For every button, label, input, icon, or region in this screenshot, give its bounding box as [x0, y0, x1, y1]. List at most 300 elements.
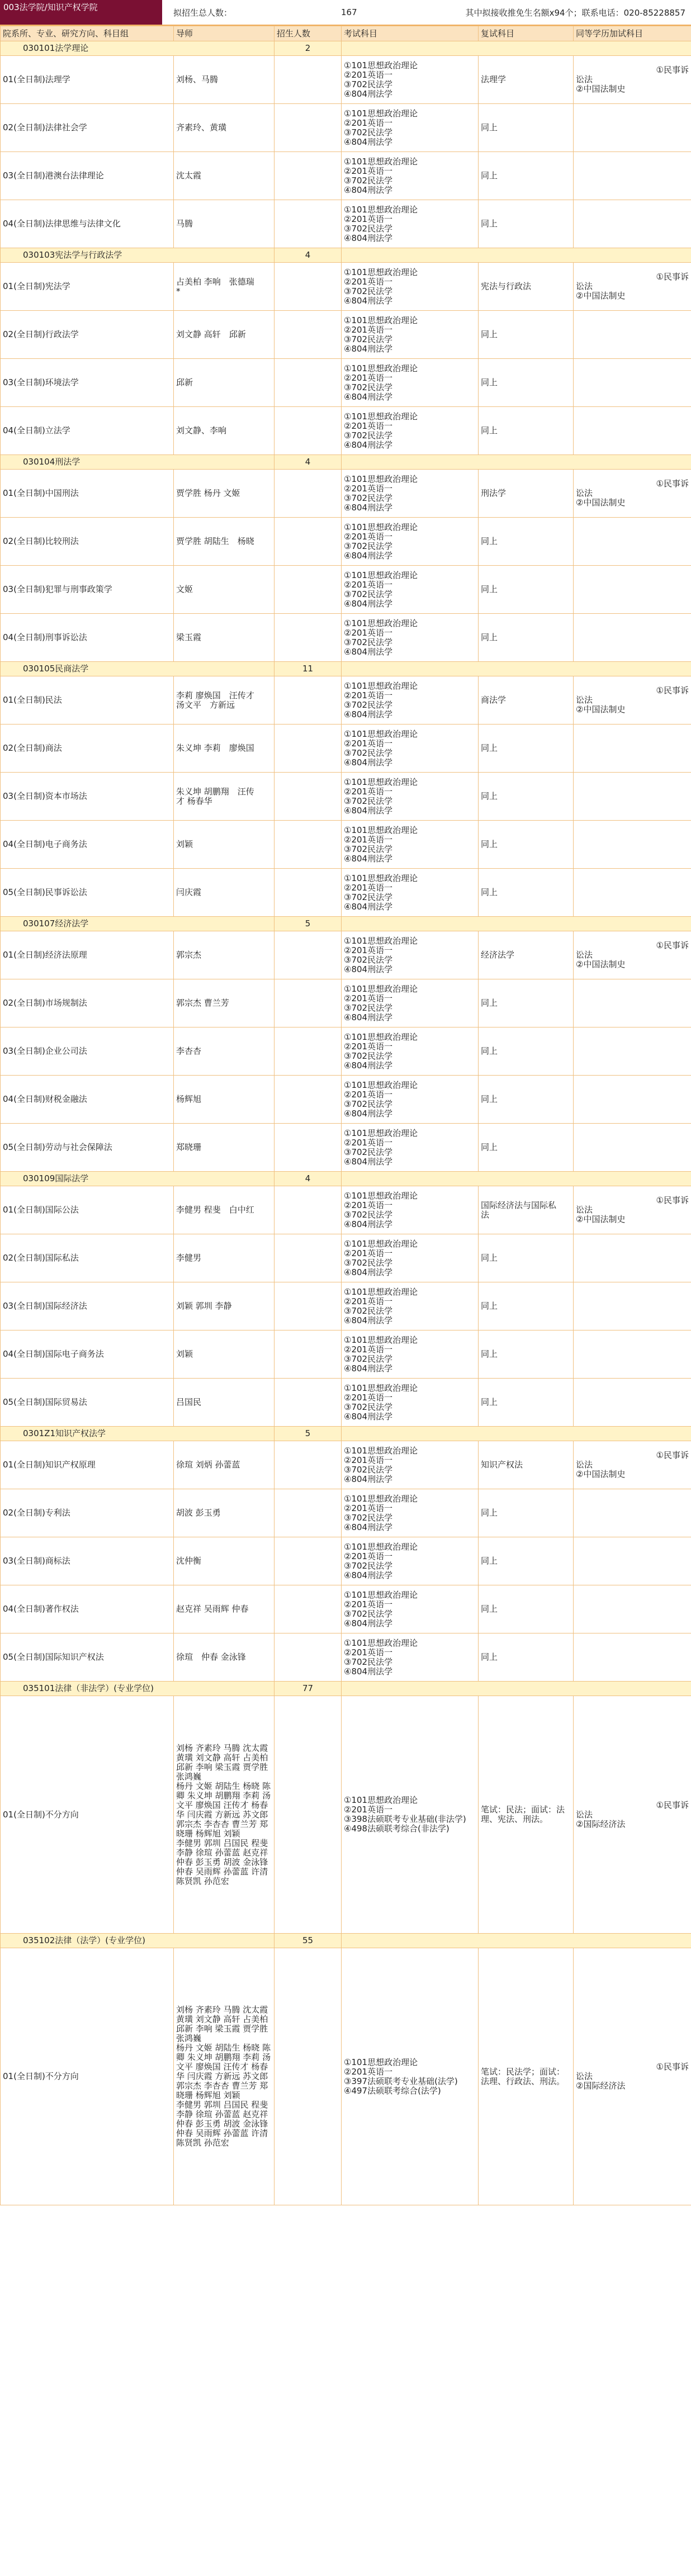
retest-subject: 同上: [479, 773, 574, 821]
major-row: [1, 455, 691, 470]
equivalent-exam-cell: [574, 1585, 691, 1633]
equivalent-exam-cell: [574, 566, 691, 614]
tutor-names: 赵克祥 吴雨辉 仲春: [174, 1585, 274, 1633]
direction-name: 03(全日制)企业公司法: [1, 1027, 174, 1076]
count-empty: [274, 869, 342, 917]
direction-name: 01(全日制)法理学: [1, 56, 174, 104]
tutor-names: 马腾: [174, 200, 274, 248]
tutor-names: 吕国民: [174, 1379, 274, 1427]
count-empty: [274, 1585, 342, 1633]
equivalent-exam-2: 讼法 ②中国法制史: [576, 488, 626, 508]
major-empty: [342, 1427, 691, 1441]
direction-row: [1, 566, 691, 614]
col-header-tutor: 导师: [174, 26, 274, 41]
direction-row: [1, 152, 691, 200]
col-header-exam: 考试科目: [342, 26, 479, 41]
count-empty: [274, 104, 342, 152]
retest-subject: 同上: [479, 1379, 574, 1427]
count-empty: [274, 263, 342, 311]
direction-row: [1, 773, 691, 821]
count-empty: [274, 614, 342, 662]
equivalent-exam-cell: [574, 104, 691, 152]
major-row: [1, 248, 691, 263]
direction-row: [1, 518, 691, 566]
exam-subjects: ①101思想政治理论 ②201英语一 ③702民法学 ④804刑法学: [342, 359, 479, 407]
count-empty: [274, 1633, 342, 1682]
count-empty: [274, 1330, 342, 1379]
equivalent-exam-cell: [574, 1186, 691, 1234]
retest-subject: 同上: [479, 1537, 574, 1585]
tutor-names: 朱义坤 胡鹏翔 汪传 才 杨春华: [174, 773, 274, 821]
tutor-names: 刘杨 齐素玲 马腾 沈太霞 黄璜 刘文静 高轩 占美柏 邱新 李响 梁玉霞 贾学胜 张鸿巍 杨丹 文姬 胡陆生 杨晓 陈卿 朱义坤 胡鹏翔 李莉 汤文平 廖焕国 汪传才 杨春华 闫庆霞 方新远 苏文郎 郭宗杰 李杏杏 曹兰芳 郑晓珊 杨辉旭 刘颖 李健男 郭圳 吕国民 程斐 李静 徐瑄 孙蕾蓝 赵克祥 仲春 彭玉勇 胡波 金泳锋 仲春 吴雨辉 孙蕾蓝 许清 陈贤凯 孙范宏: [174, 1696, 274, 1934]
direction-name: 04(全日制)著作权法: [1, 1585, 174, 1633]
major-row: [1, 662, 691, 676]
exam-subjects: ①101思想政治理论 ②201英语一 ③702民法学 ④804刑法学: [342, 931, 479, 979]
col-header-retest: 复试科目: [479, 26, 574, 41]
direction-name: 02(全日制)法律社会学: [1, 104, 174, 152]
tutor-names: 闫庆霞: [174, 869, 274, 917]
exam-subjects: ①101思想政治理论 ②201英语一 ③702民法学 ④804刑法学: [342, 821, 479, 869]
retest-subject: 知识产权法: [479, 1441, 574, 1489]
count-empty: [274, 979, 342, 1027]
college-title: 003法学院/知识产权学院: [0, 0, 162, 25]
direction-name: 02(全日制)行政法学: [1, 311, 174, 359]
direction-name: 05(全日制)国际知识产权法: [1, 1633, 174, 1682]
tutor-names: 郭宗杰 曹兰芳: [174, 979, 274, 1027]
major-empty: [342, 41, 691, 56]
equivalent-exam-2: 讼法 ②中国法制史: [576, 281, 626, 301]
tutor-names: 刘颖: [174, 1330, 274, 1379]
exam-subjects: ①101思想政治理论 ②201英语一 ③702民法学 ④804刑法学: [342, 200, 479, 248]
table-header-row: [1, 26, 691, 41]
count-empty: [274, 1537, 342, 1585]
count-empty: [274, 821, 342, 869]
direction-name: 03(全日制)环境法学: [1, 359, 174, 407]
count-empty: [274, 152, 342, 200]
equivalent-exam-1: ①民事诉: [656, 685, 689, 695]
tutor-names: 梁玉霞: [174, 614, 274, 662]
direction-name: 01(全日制)不分方向: [1, 1948, 174, 2205]
total-label: 拟招生总人数：: [173, 7, 233, 18]
retest-subject: 国际经济法与国际私 法: [479, 1186, 574, 1234]
direction-row: [1, 1379, 691, 1427]
equivalent-exam-cell: [574, 311, 691, 359]
direction-row: [1, 1441, 691, 1489]
direction-name: 03(全日制)资本市场法: [1, 773, 174, 821]
retest-subject: 同上: [479, 979, 574, 1027]
equivalent-exam-2: 讼法 ②中国法制史: [576, 1205, 626, 1224]
equivalent-exam-cell: [574, 359, 691, 407]
direction-name: 01(全日制)经济法原理: [1, 931, 174, 979]
count-empty: [274, 1441, 342, 1489]
exam-subjects: ①101思想政治理论 ②201英语一 ③397法硕联考专业基础(法学) ④497法硕联考综合(法学): [342, 1948, 479, 2205]
major-row: [1, 41, 691, 56]
direction-name: 05(全日制)劳动与社会保障法: [1, 1124, 174, 1172]
equivalent-exam-cell: [574, 773, 691, 821]
major-name: 035101法律（非法学）(专业学位): [1, 1682, 274, 1696]
count-empty: [274, 1186, 342, 1234]
tutor-names: 胡波 彭玉勇: [174, 1489, 274, 1537]
tutor-names: 刘杨 齐素玲 马腾 沈太霞 黄璜 刘文静 高轩 占美柏 邱新 李响 梁玉霞 贾学胜 张鸿巍 杨丹 文姬 胡陆生 杨晓 陈卿 朱义坤 胡鹏翔 李莉 汤文平 廖焕国 汪传才 杨春华 闫庆霞 方新远 苏文郎 郭宗杰 李杏杏 曹兰芳 郑晓珊 杨辉旭 刘颖 李健男 郭圳 吕国民 程斐 李静 徐瑄 孙蕾蓝 赵克祥 仲春 彭玉勇 胡波 金泳锋 仲春 吴雨辉 孙蕾蓝 许清 陈贤凯 孙范宏: [174, 1948, 274, 2205]
direction-name: 04(全日制)刑事诉讼法: [1, 614, 174, 662]
direction-name: 03(全日制)商标法: [1, 1537, 174, 1585]
equivalent-exam-cell: [574, 821, 691, 869]
exam-subjects: ①101思想政治理论 ②201英语一 ③702民法学 ④804刑法学: [342, 56, 479, 104]
direction-row: [1, 1585, 691, 1633]
major-name: 030103宪法学与行政法学: [1, 248, 274, 263]
major-name: 035102法律（法学）(专业学位): [1, 1934, 274, 1948]
direction-row: [1, 1282, 691, 1330]
equivalent-exam-cell: [574, 869, 691, 917]
exam-subjects: ①101思想政治理论 ②201英语一 ③702民法学 ④804刑法学: [342, 311, 479, 359]
count-empty: [274, 931, 342, 979]
tutor-names: 贾学胜 胡陆生 杨晓: [174, 518, 274, 566]
exam-subjects: ①101思想政治理论 ②201英语一 ③702民法学 ④804刑法学: [342, 1282, 479, 1330]
major-empty: [342, 455, 691, 470]
retest-subject: 同上: [479, 1282, 574, 1330]
retest-subject: 同上: [479, 869, 574, 917]
catalog-table: [0, 26, 691, 2205]
tutor-names: 刘文静、李响: [174, 407, 274, 455]
direction-name: 04(全日制)立法学: [1, 407, 174, 455]
equivalent-exam-cell: [574, 1234, 691, 1282]
direction-row: [1, 1696, 691, 1934]
direction-row: [1, 200, 691, 248]
exam-subjects: ①101思想政治理论 ②201英语一 ③702民法学 ④804刑法学: [342, 724, 479, 773]
count-empty: [274, 566, 342, 614]
major-empty: [342, 662, 691, 676]
direction-row: [1, 104, 691, 152]
retest-subject: 同上: [479, 311, 574, 359]
equivalent-exam-cell: [574, 1282, 691, 1330]
direction-name: 03(全日制)港澳台法律理论: [1, 152, 174, 200]
retest-subject: 同上: [479, 104, 574, 152]
retest-subject: 同上: [479, 152, 574, 200]
tutor-names: 朱义坤 李莉 廖焕国: [174, 724, 274, 773]
exam-subjects: ①101思想政治理论 ②201英语一 ③702民法学 ④804刑法学: [342, 1124, 479, 1172]
direction-name: 03(全日制)国际经济法: [1, 1282, 174, 1330]
exam-subjects: ①101思想政治理论 ②201英语一 ③398法硕联考专业基础(非法学) ④498法硕联考综合(非法学): [342, 1696, 479, 1934]
exam-subjects: ①101思想政治理论 ②201英语一 ③702民法学 ④804刑法学: [342, 1633, 479, 1682]
major-empty: [342, 1934, 691, 1948]
direction-name: 02(全日制)国际私法: [1, 1234, 174, 1282]
major-row: [1, 1172, 691, 1186]
equivalent-exam-cell: [574, 1379, 691, 1427]
equivalent-exam-2: 讼法 ②中国法制史: [576, 950, 626, 969]
equivalent-exam-cell: [574, 407, 691, 455]
equivalent-exam-cell: [574, 1696, 691, 1934]
direction-row: [1, 1633, 691, 1682]
equivalent-exam-1: ①民事诉: [656, 940, 689, 950]
count-empty: [274, 1027, 342, 1076]
equivalent-exam-cell: [574, 152, 691, 200]
equivalent-exam-1: ①民事诉: [656, 2062, 689, 2072]
header-bar: [0, 0, 691, 26]
equivalent-exam-cell: [574, 676, 691, 724]
direction-name: 04(全日制)法律思维与法律文化: [1, 200, 174, 248]
equivalent-exam-1: ①民事诉: [656, 479, 689, 489]
retest-subject: 同上: [479, 1633, 574, 1682]
tutor-names: 李莉 廖焕国 汪传才 汤文平 方新远: [174, 676, 274, 724]
direction-name: 01(全日制)不分方向: [1, 1696, 174, 1934]
count-empty: [274, 773, 342, 821]
exam-subjects: ①101思想政治理论 ②201英语一 ③702民法学 ④804刑法学: [342, 979, 479, 1027]
equivalent-exam-cell: [574, 931, 691, 979]
exam-subjects: ①101思想政治理论 ②201英语一 ③702民法学 ④804刑法学: [342, 869, 479, 917]
tutor-names: 占美柏 李响 张德瑞 *: [174, 263, 274, 311]
major-empty: [342, 917, 691, 931]
tutor-names: 刘颖 郭圳 李静: [174, 1282, 274, 1330]
major-count: 55: [274, 1934, 342, 1948]
major-count: 2: [274, 41, 342, 56]
exam-subjects: ①101思想政治理论 ②201英语一 ③702民法学 ④804刑法学: [342, 676, 479, 724]
retest-subject: 同上: [479, 1076, 574, 1124]
col-header-equivalent: 同等学历加试科目: [574, 26, 691, 41]
exam-subjects: ①101思想政治理论 ②201英语一 ③702民法学 ④804刑法学: [342, 1585, 479, 1633]
direction-name: 01(全日制)宪法学: [1, 263, 174, 311]
direction-row: [1, 931, 691, 979]
count-empty: [274, 518, 342, 566]
equivalent-exam-2: 讼法 ②中国法制史: [576, 1460, 626, 1479]
equivalent-exam-cell: [574, 1537, 691, 1585]
retest-subject: 笔试：民法学；面试：法理、行政法、刑法。: [479, 1948, 574, 2205]
equivalent-exam-cell: [574, 263, 691, 311]
exam-subjects: ①101思想政治理论 ②201英语一 ③702民法学 ④804刑法学: [342, 470, 479, 518]
retest-subject: 商法学: [479, 676, 574, 724]
retest-subject: 宪法与行政法: [479, 263, 574, 311]
retest-subject: 刑法学: [479, 470, 574, 518]
tutor-names: 李杏杏: [174, 1027, 274, 1076]
exam-subjects: ①101思想政治理论 ②201英语一 ③702民法学 ④804刑法学: [342, 1076, 479, 1124]
exam-subjects: ①101思想政治理论 ②201英语一 ③702民法学 ④804刑法学: [342, 407, 479, 455]
tutor-names: 刘颖: [174, 821, 274, 869]
equivalent-exam-cell: [574, 1027, 691, 1076]
count-empty: [274, 311, 342, 359]
tutor-names: 邱新: [174, 359, 274, 407]
contact-info: 其中拟接收推免生名额x94个；联系电话：020-85228857: [465, 7, 685, 18]
direction-name: 01(全日制)知识产权原理: [1, 1441, 174, 1489]
count-empty: [274, 359, 342, 407]
count-empty: [274, 1234, 342, 1282]
direction-name: 05(全日制)国际贸易法: [1, 1379, 174, 1427]
direction-row: [1, 869, 691, 917]
equivalent-exam-cell: [574, 724, 691, 773]
total-value: 167: [341, 7, 357, 17]
equivalent-exam-2: 讼法 ②国际经济法: [576, 2071, 626, 2091]
direction-row: [1, 56, 691, 104]
retest-subject: 同上: [479, 1234, 574, 1282]
count-empty: [274, 724, 342, 773]
exam-subjects: ①101思想政治理论 ②201英语一 ③702民法学 ④804刑法学: [342, 518, 479, 566]
tutor-names: 李健男 程斐 白中红: [174, 1186, 274, 1234]
col-header-count: 招生人数: [274, 26, 342, 41]
tutor-names: 文姬: [174, 566, 274, 614]
equivalent-exam-cell: [574, 1124, 691, 1172]
direction-name: 04(全日制)电子商务法: [1, 821, 174, 869]
retest-subject: 同上: [479, 614, 574, 662]
count-empty: [274, 676, 342, 724]
count-empty: [274, 1076, 342, 1124]
retest-subject: 同上: [479, 359, 574, 407]
direction-row: [1, 821, 691, 869]
exam-subjects: ①101思想政治理论 ②201英语一 ③702民法学 ④804刑法学: [342, 1379, 479, 1427]
equivalent-exam-cell: [574, 1441, 691, 1489]
major-empty: [342, 1172, 691, 1186]
direction-name: 02(全日制)市场规制法: [1, 979, 174, 1027]
direction-name: 04(全日制)国际电子商务法: [1, 1330, 174, 1379]
major-name: 030109国际法学: [1, 1172, 274, 1186]
count-empty: [274, 407, 342, 455]
tutor-names: 李健男: [174, 1234, 274, 1282]
major-row: [1, 1682, 691, 1696]
equivalent-exam-cell: [574, 470, 691, 518]
direction-row: [1, 311, 691, 359]
retest-subject: 同上: [479, 821, 574, 869]
direction-row: [1, 359, 691, 407]
direction-row: [1, 1330, 691, 1379]
direction-row: [1, 1948, 691, 2205]
retest-subject: 法理学: [479, 56, 574, 104]
retest-subject: 同上: [479, 724, 574, 773]
exam-subjects: ①101思想政治理论 ②201英语一 ③702民法学 ④804刑法学: [342, 1027, 479, 1076]
retest-subject: 同上: [479, 566, 574, 614]
count-empty: [274, 1379, 342, 1427]
retest-subject: 同上: [479, 1489, 574, 1537]
major-count: 4: [274, 248, 342, 263]
exam-subjects: ①101思想政治理论 ②201英语一 ③702民法学 ④804刑法学: [342, 152, 479, 200]
direction-name: 03(全日制)犯罪与刑事政策学: [1, 566, 174, 614]
count-empty: [274, 1696, 342, 1934]
major-name: 030107经济法学: [1, 917, 274, 931]
direction-row: [1, 407, 691, 455]
retest-subject: 同上: [479, 200, 574, 248]
tutor-names: 沈仲衡: [174, 1537, 274, 1585]
retest-subject: 同上: [479, 1585, 574, 1633]
direction-row: [1, 614, 691, 662]
major-count: 4: [274, 455, 342, 470]
direction-name: 02(全日制)商法: [1, 724, 174, 773]
retest-subject: 经济法学: [479, 931, 574, 979]
count-empty: [274, 1282, 342, 1330]
major-row: [1, 1427, 691, 1441]
exam-subjects: ①101思想政治理论 ②201英语一 ③702民法学 ④804刑法学: [342, 1330, 479, 1379]
count-empty: [274, 1948, 342, 2205]
equivalent-exam-1: ①民事诉: [656, 1195, 689, 1205]
major-name: 030105民商法学: [1, 662, 274, 676]
tutor-names: 徐瑄 仲春 金泳锋: [174, 1633, 274, 1682]
direction-name: 01(全日制)民法: [1, 676, 174, 724]
tutor-names: 郭宗杰: [174, 931, 274, 979]
equivalent-exam-1: ①民事诉: [656, 272, 689, 282]
tutor-names: 沈太霞: [174, 152, 274, 200]
tutor-names: 郑晓珊: [174, 1124, 274, 1172]
retest-subject: 同上: [479, 1027, 574, 1076]
tutor-names: 徐瑄 刘炳 孙蕾蓝: [174, 1441, 274, 1489]
major-name: 0301Z1知识产权法学: [1, 1427, 274, 1441]
col-header-direction: 院系所、专业、研究方向、科目组: [1, 26, 174, 41]
direction-name: 01(全日制)国际公法: [1, 1186, 174, 1234]
exam-subjects: ①101思想政治理论 ②201英语一 ③702民法学 ④804刑法学: [342, 1234, 479, 1282]
equivalent-exam-cell: [574, 1489, 691, 1537]
direction-row: [1, 1076, 691, 1124]
equivalent-exam-cell: [574, 1948, 691, 2205]
count-empty: [274, 1489, 342, 1537]
equivalent-exam-cell: [574, 200, 691, 248]
tutor-names: 刘文静 高轩 邱新: [174, 311, 274, 359]
tutor-names: 齐素玲、黄璜: [174, 104, 274, 152]
exam-subjects: ①101思想政治理论 ②201英语一 ③702民法学 ④804刑法学: [342, 1537, 479, 1585]
direction-row: [1, 979, 691, 1027]
direction-row: [1, 724, 691, 773]
major-count: 5: [274, 1427, 342, 1441]
equivalent-exam-1: ①民事诉: [656, 65, 689, 75]
exam-subjects: ①101思想政治理论 ②201英语一 ③702民法学 ④804刑法学: [342, 566, 479, 614]
exam-subjects: ①101思想政治理论 ②201英语一 ③702民法学 ④804刑法学: [342, 1441, 479, 1489]
tutor-names: 贾学胜 杨丹 文姬: [174, 470, 274, 518]
retest-subject: 同上: [479, 1124, 574, 1172]
equivalent-exam-2: 讼法 ②中国法制史: [576, 695, 626, 714]
major-name: 030104刑法学: [1, 455, 274, 470]
retest-subject: 同上: [479, 407, 574, 455]
equivalent-exam-cell: [574, 1633, 691, 1682]
major-row: [1, 1934, 691, 1948]
direction-row: [1, 1027, 691, 1076]
direction-row: [1, 1489, 691, 1537]
tutor-names: 刘杨、马腾: [174, 56, 274, 104]
major-count: 4: [274, 1172, 342, 1186]
major-empty: [342, 248, 691, 263]
direction-name: 05(全日制)民事诉讼法: [1, 869, 174, 917]
equivalent-exam-cell: [574, 1330, 691, 1379]
tutor-names: 杨辉旭: [174, 1076, 274, 1124]
direction-row: [1, 676, 691, 724]
exam-subjects: ①101思想政治理论 ②201英语一 ③702民法学 ④804刑法学: [342, 104, 479, 152]
major-name: 030101法学理论: [1, 41, 274, 56]
direction-name: 02(全日制)比较刑法: [1, 518, 174, 566]
direction-row: [1, 1234, 691, 1282]
retest-subject: 同上: [479, 518, 574, 566]
header-info: [162, 0, 691, 25]
direction-row: [1, 470, 691, 518]
equivalent-exam-cell: [574, 1076, 691, 1124]
exam-subjects: ①101思想政治理论 ②201英语一 ③702民法学 ④804刑法学: [342, 1489, 479, 1537]
equivalent-exam-2: 讼法 ②中国法制史: [576, 74, 626, 94]
equivalent-exam-1: ①民事诉: [656, 1450, 689, 1460]
count-empty: [274, 470, 342, 518]
retest-subject: 同上: [479, 1330, 574, 1379]
major-count: 11: [274, 662, 342, 676]
exam-subjects: ①101思想政治理论 ②201英语一 ③702民法学 ④804刑法学: [342, 614, 479, 662]
direction-name: 01(全日制)中国刑法: [1, 470, 174, 518]
count-empty: [274, 56, 342, 104]
direction-row: [1, 1124, 691, 1172]
direction-name: 02(全日制)专利法: [1, 1489, 174, 1537]
direction-row: [1, 263, 691, 311]
major-count: 77: [274, 1682, 342, 1696]
direction-name: 04(全日制)财税金融法: [1, 1076, 174, 1124]
retest-subject: 笔试：民法；面试：法理、宪法、刑法。: [479, 1696, 574, 1934]
equivalent-exam-1: ①民事诉: [656, 1800, 689, 1810]
direction-row: [1, 1537, 691, 1585]
equivalent-exam-cell: [574, 518, 691, 566]
major-row: [1, 917, 691, 931]
table-body: [1, 41, 691, 2205]
count-empty: [274, 1124, 342, 1172]
major-count: 5: [274, 917, 342, 931]
exam-subjects: ①101思想政治理论 ②201英语一 ③702民法学 ④804刑法学: [342, 263, 479, 311]
exam-subjects: ①101思想政治理论 ②201英语一 ③702民法学 ④804刑法学: [342, 1186, 479, 1234]
equivalent-exam-cell: [574, 979, 691, 1027]
